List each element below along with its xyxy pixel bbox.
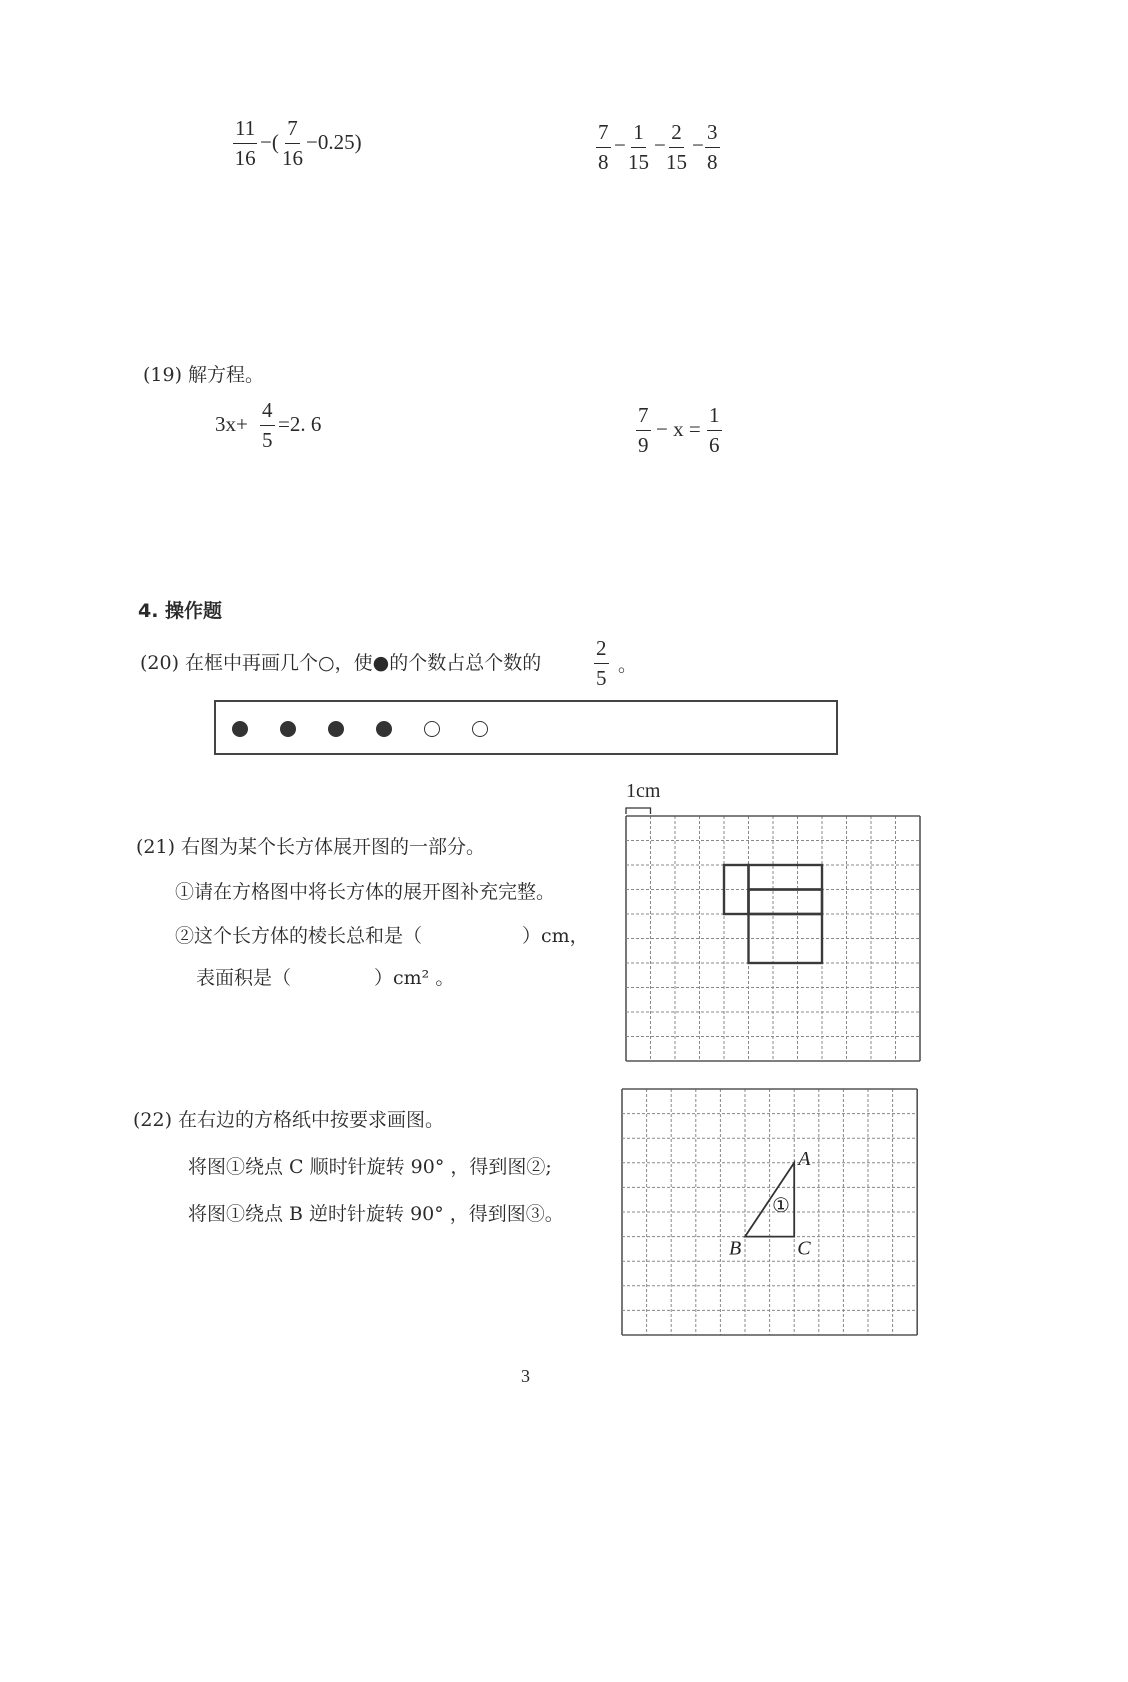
question-21-line4b: ）cm² 。 [374, 967, 455, 989]
point-b-label: B [729, 1237, 742, 1260]
filled-circle [328, 721, 344, 737]
question-21-line2: ①请在方格图中将长方体的展开图补充完整。 [175, 881, 556, 903]
operator: − [614, 133, 626, 157]
question-22-line3: 将图①绕点 B 逆时针旋转 90° ，得到图③。 [188, 1203, 564, 1225]
fraction: $\frac{2}{5}$ [596, 636, 607, 690]
sentence-end: 。 [618, 654, 638, 676]
section-title: 4. 操作题 [138, 600, 223, 622]
question-21-line3a: ②这个长方体的棱长总和是（ [175, 925, 423, 947]
question-19-label: (19) 解方程。 [143, 364, 265, 386]
unit-label: 1cm [626, 780, 661, 802]
equation-suffix: =2. 6 [278, 412, 322, 436]
question-22-line1: (22) 在右边的方格纸中按要求画图。 [133, 1109, 445, 1131]
grid-lines [626, 816, 920, 1061]
equation-middle: − x = [656, 417, 701, 441]
expression-tail: −0.25) [306, 130, 362, 154]
operator: − [654, 133, 666, 157]
fraction: $\frac{3}{8}$ [707, 120, 718, 174]
answer-box[interactable] [214, 700, 838, 755]
fraction: $\frac{7}{8}$ [598, 120, 609, 174]
question-20-text: (20) 在框中再画几个○，使●的个数占总个数的 [140, 652, 542, 674]
grid-lines [622, 1089, 917, 1335]
point-a-label: A [798, 1147, 811, 1170]
operator: − [692, 133, 704, 157]
rotation-grid[interactable] [620, 1087, 920, 1345]
equation-prefix: 3x+ [215, 412, 248, 436]
fraction: $\frac{11}{16}$ [234, 116, 256, 170]
figure-1-label: ① [772, 1195, 790, 1217]
filled-circle [280, 721, 296, 737]
fraction: $\frac{7}{9}$ [638, 403, 649, 457]
operator: −( [260, 130, 279, 154]
unit-bracket [626, 808, 651, 814]
fraction: $\frac{1}{6}$ [709, 403, 720, 457]
page-number: 3 [521, 1366, 530, 1386]
empty-circle [424, 721, 440, 737]
net-grid[interactable] [624, 800, 924, 1068]
fraction: $\frac{2}{15}$ [666, 120, 687, 174]
question-22-line2: 将图①绕点 C 顺时针旋转 90° ，得到图②; [188, 1156, 552, 1178]
filled-circle [376, 721, 392, 737]
fraction: $\frac{1}{15}$ [628, 120, 649, 174]
question-21-line3b: ）cm， [522, 925, 589, 947]
filled-circle [232, 721, 248, 737]
fraction: $\frac{7}{16}$ [282, 116, 303, 170]
empty-circle [472, 721, 488, 737]
question-21-line1: (21) 右图为某个长方体展开图的一部分。 [136, 836, 486, 858]
net-face [749, 890, 823, 964]
question-21-line4a: 表面积是（ [196, 967, 292, 989]
point-c-label: C [797, 1237, 811, 1260]
fraction: $\frac{4}{5}$ [262, 398, 273, 452]
